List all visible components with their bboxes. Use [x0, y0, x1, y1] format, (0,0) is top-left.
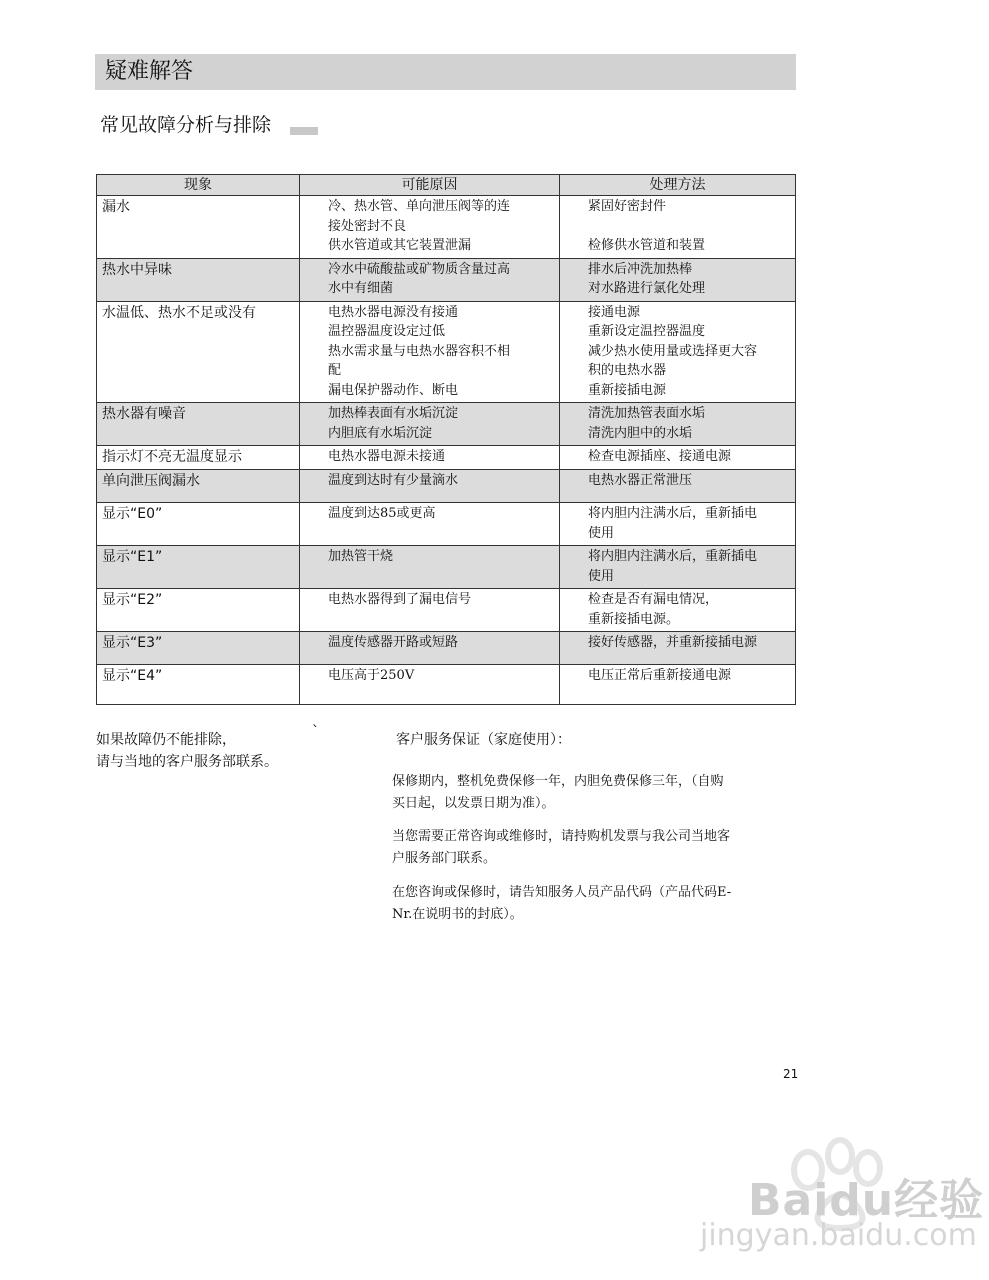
cause-cell — [300, 665, 560, 705]
stray-mark: ` — [312, 724, 319, 740]
cause-cell — [300, 546, 560, 589]
solution-cell-line: 将内胆内注满水后，重新插电 — [588, 549, 758, 564]
watermark-brand: Baidu经验 — [748, 1175, 985, 1226]
solution-cell-line: 接好传感器，并重新接插电源 — [588, 635, 758, 650]
service-guarantee-title: 客户服务保证（家庭使用）： — [396, 732, 571, 748]
cause-cell-line: 电热水器电源未接通 — [328, 449, 446, 464]
contact-note-line-1: 如果故障仍不能排除， — [96, 732, 236, 748]
paragraph-line: 保修期内，整机免费保修一年，内胆免费保修三年，（自购 — [392, 774, 724, 789]
solution-cell-line: 使用 — [588, 525, 615, 541]
troubleshooting-table — [96, 174, 796, 705]
symptom-cell: 显示“E4” — [97, 665, 300, 705]
solution-cell-line: 检查电源插座、接通电源 — [588, 449, 732, 464]
solution-cell — [560, 470, 796, 503]
cause-cell-line: 电热水器电源没有接通 — [328, 304, 459, 320]
solution-cell-line: 电压正常后重新接通电源 — [588, 668, 732, 683]
solution-cell-line: 清洗加热管表面水垢 — [588, 406, 706, 421]
cause-cell-line: 漏电保护器动作、断电 — [328, 382, 459, 398]
symptom-cell: 显示“E2” — [97, 589, 300, 632]
solution-cell — [560, 503, 796, 546]
solution-cell-line: 清洗内胆中的水垢 — [588, 425, 693, 441]
symptom-cell: 显示“E3” — [97, 632, 300, 665]
solution-cell — [560, 589, 796, 632]
solution-cell — [560, 196, 796, 259]
solution-cell-line: 使用 — [588, 568, 615, 584]
page-title: 疑难解答 — [105, 59, 194, 84]
cause-cell — [300, 301, 560, 403]
column-header-symptom: 现象 — [97, 175, 300, 196]
solution-cell — [560, 301, 796, 403]
symptom-cell: 单向泄压阀漏水 — [97, 470, 300, 503]
solution-cell-line: 重新接插电源 — [588, 382, 667, 398]
cause-cell-line: 水中有细菌 — [328, 281, 394, 296]
cause-cell-line: 加热管干烧 — [328, 549, 394, 564]
paragraph-line: Nr.在说明书的封底）。 — [392, 907, 523, 922]
solution-cell-line: 检修供水管道和装置 — [588, 238, 706, 253]
cause-cell-line: 冷、热水管、单向泄压阀等的连 — [328, 199, 511, 214]
table-row — [97, 632, 796, 665]
table-row — [97, 665, 796, 705]
cause-cell — [300, 503, 560, 546]
page-number: 21 — [783, 1067, 799, 1081]
cause-cell-line: 温度到达85或更高 — [328, 506, 436, 521]
column-header-cause: 可能原因 — [300, 175, 560, 196]
symptom-cell: 显示“E0” — [97, 503, 300, 546]
cause-cell-line: 加热棒表面有水垢沉淀 — [328, 406, 459, 421]
cause-cell — [300, 258, 560, 301]
symptom-cell: 显示“E1” — [97, 546, 300, 589]
solution-cell-line: 检查是否有漏电情况， — [588, 592, 719, 607]
solution-cell-line: 紧固好密封件 — [588, 199, 667, 214]
cause-cell-line: 温控器温度设定过低 — [328, 324, 446, 339]
solution-cell — [560, 258, 796, 301]
watermark-url: jingyan.baidu.com — [700, 1218, 977, 1253]
table-row — [97, 301, 796, 403]
cause-cell-line: 热水需求量与电热水器容积不相 — [328, 343, 511, 359]
solution-cell-line — [588, 217, 791, 237]
service-paragraph-warranty — [392, 771, 794, 815]
solution-cell — [560, 546, 796, 589]
paragraph-line: 买日起，以发票日期为准）。 — [392, 796, 555, 811]
table-row — [97, 196, 796, 259]
column-header-solution: 处理方法 — [560, 175, 796, 196]
symptom-cell: 水温低、热水不足或没有 — [97, 301, 300, 403]
cause-cell-line: 配 — [328, 363, 342, 378]
cause-cell — [300, 446, 560, 470]
paragraph-line: 户服务部门联系。 — [392, 851, 497, 866]
solution-cell — [560, 403, 796, 446]
solution-cell-line: 积的电热水器 — [588, 363, 667, 378]
cause-cell-line: 温度到达时有少量滴水 — [328, 473, 459, 488]
table-row — [97, 258, 796, 301]
solution-cell-line: 对水路进行氯化处理 — [588, 281, 706, 296]
paragraph-line: 当您需要正常咨询或维修时，请持购机发票与我公司当地客 — [392, 829, 731, 844]
cause-cell — [300, 632, 560, 665]
symptom-cell: 指示灯不亮无温度显示 — [97, 446, 300, 470]
cause-cell-line: 电热水器得到了漏电信号 — [328, 592, 472, 607]
paragraph-line: 在您咨询或保修时，请告知服务人员产品代码（产品代码E- — [392, 885, 732, 900]
cause-cell-line: 内胆底有水垢沉淀 — [328, 425, 433, 441]
symptom-cell: 漏水 — [97, 196, 300, 259]
solution-cell-line: 重新接插电源。 — [588, 611, 680, 627]
cause-cell — [300, 403, 560, 446]
solution-cell-line: 排水后冲洗加热棒 — [588, 261, 693, 277]
cause-cell-line: 接处密封不良 — [328, 218, 407, 234]
solution-cell — [560, 632, 796, 665]
solution-cell-line: 接通电源 — [588, 304, 641, 320]
section-title: 常见故障分析与排除 — [100, 114, 272, 136]
solution-cell-line: 重新设定温控器温度 — [588, 324, 706, 339]
cause-cell-line: 供水管道或其它装置泄漏 — [328, 238, 472, 253]
symptom-cell: 热水器有噪音 — [97, 403, 300, 446]
table-row — [97, 446, 796, 470]
table-header-row — [97, 175, 796, 196]
solution-cell-line: 减少热水使用量或选择更大容 — [588, 343, 758, 359]
solution-cell — [560, 446, 796, 470]
table-row — [97, 546, 796, 589]
page-title-bar — [95, 54, 796, 90]
cause-cell-line: 电压高于250V — [328, 668, 415, 683]
table-row — [97, 503, 796, 546]
table-row — [97, 470, 796, 503]
section-title-underline — [290, 127, 318, 135]
table-row — [97, 403, 796, 446]
cause-cell — [300, 470, 560, 503]
solution-cell — [560, 665, 796, 705]
solution-cell-line: 将内胆内注满水后，重新插电 — [588, 506, 758, 521]
solution-cell-line: 电热水器正常泄压 — [588, 473, 693, 488]
contact-note-line-2: 请与当地的客户服务部联系。 — [96, 754, 278, 770]
cause-cell-line: 温度传感器开路或短路 — [328, 635, 459, 650]
cause-cell-line: 冷水中硫酸盐或矿物质含量过高 — [328, 261, 511, 277]
cause-cell — [300, 196, 560, 259]
service-paragraph-contact — [392, 826, 794, 870]
contact-note — [96, 729, 278, 773]
table-row — [97, 589, 796, 632]
cause-cell — [300, 589, 560, 632]
symptom-cell: 热水中异味 — [97, 258, 300, 301]
service-paragraph-product-code — [392, 882, 794, 926]
